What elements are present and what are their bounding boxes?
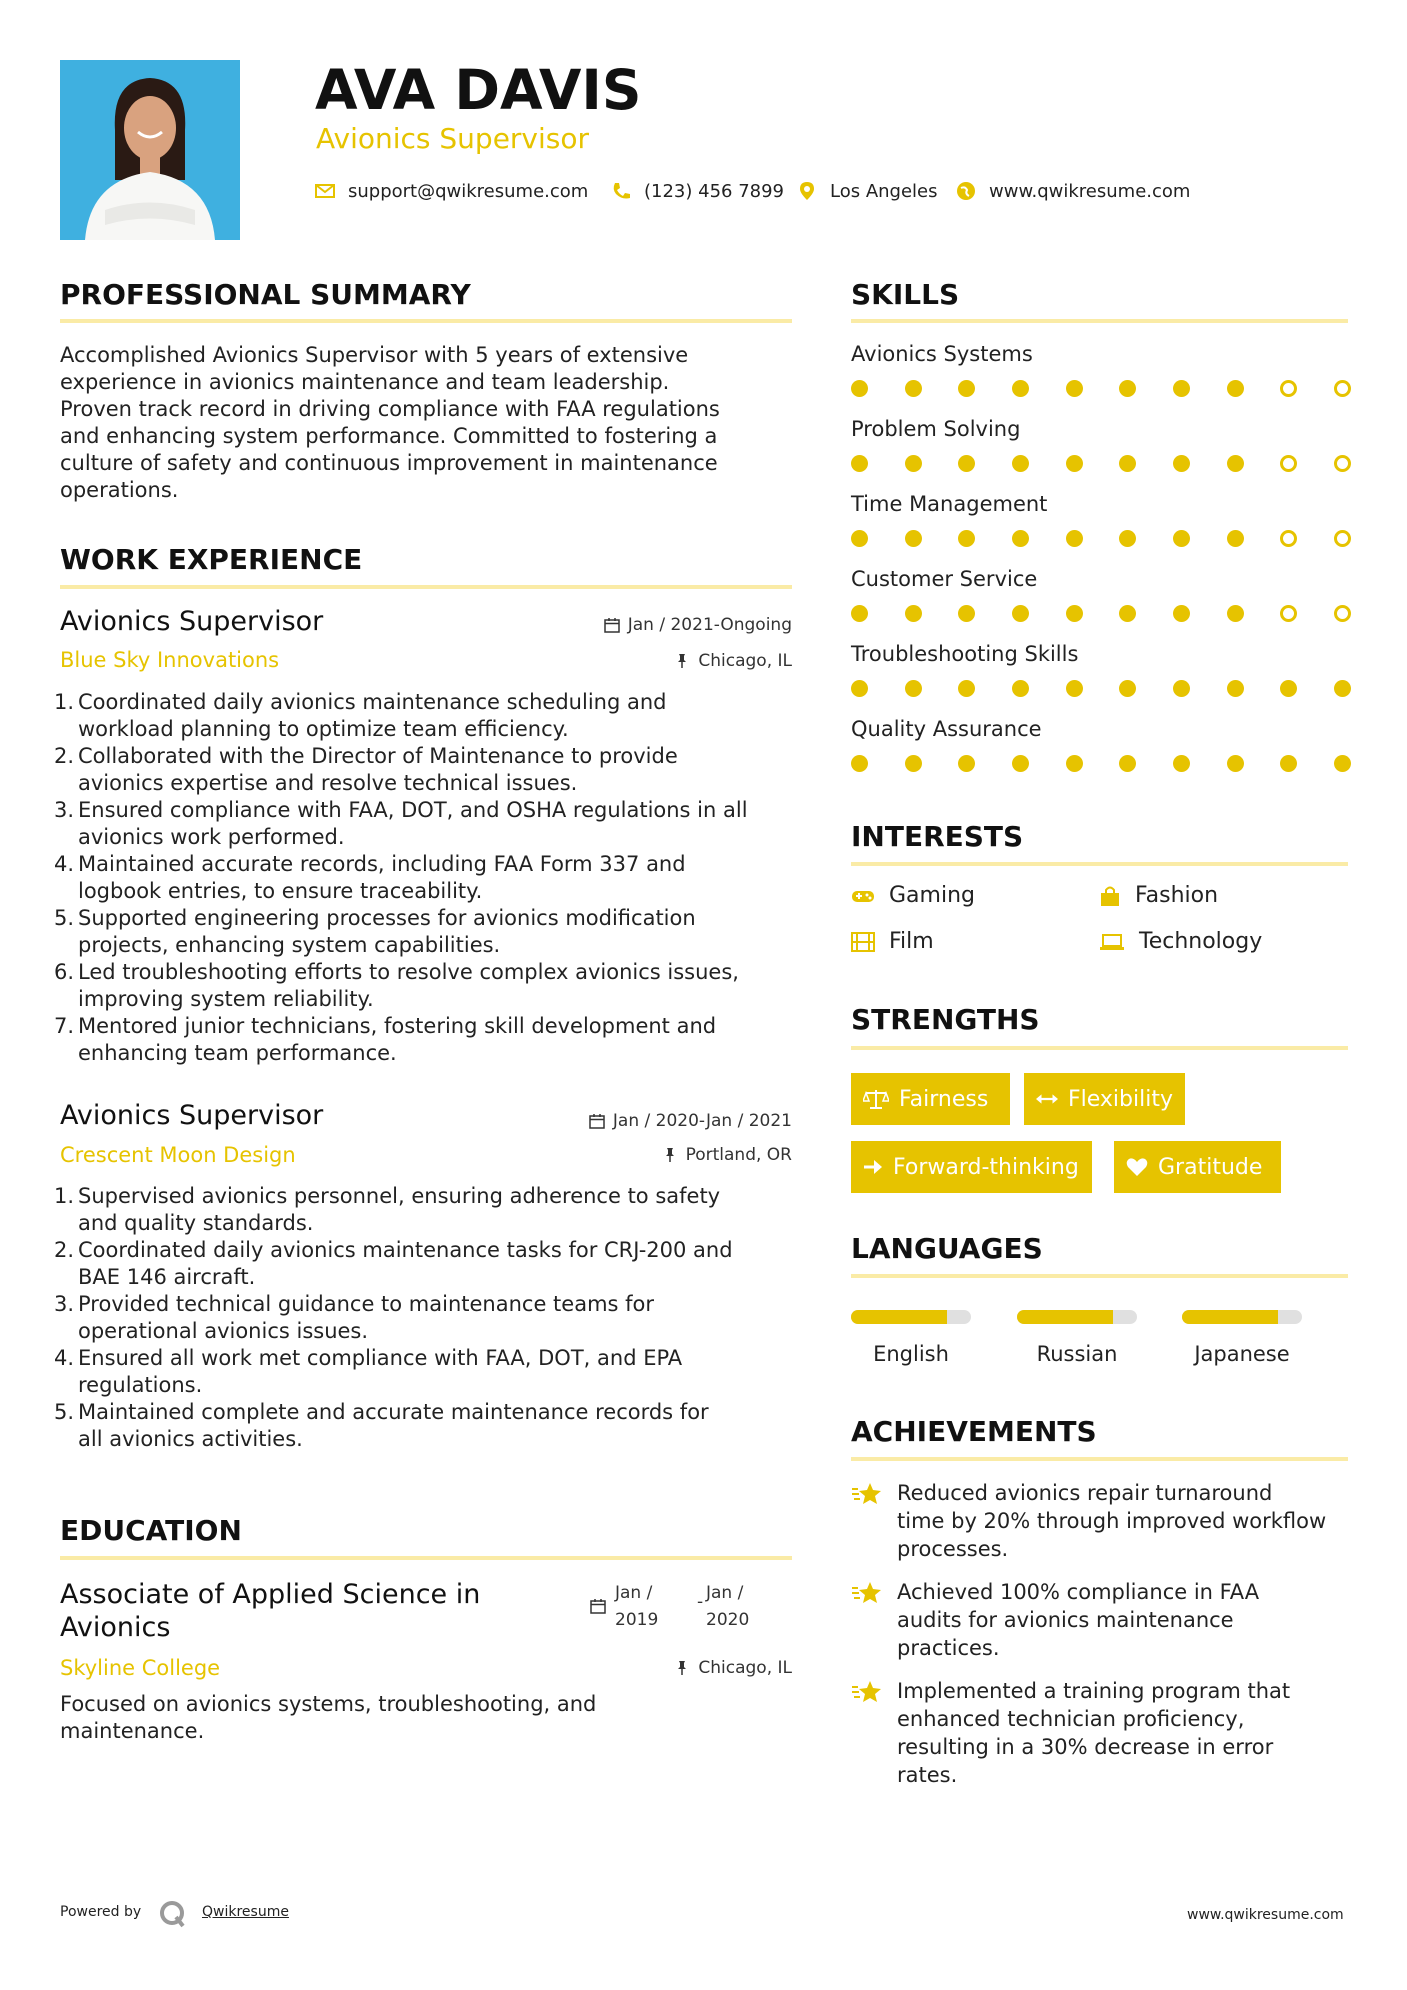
qwikresume-logo-icon xyxy=(158,1899,188,1929)
rating-dot-filled xyxy=(1227,530,1244,547)
rating-dot-filled xyxy=(851,530,868,547)
education-description: Focused on avionics systems, troubleshooting, and maintenance. xyxy=(60,1692,597,1743)
language-level-fill xyxy=(1182,1310,1278,1324)
skill-rating xyxy=(851,455,1351,472)
job-2-location: Portland, OR xyxy=(480,1145,792,1165)
rating-dot-filled xyxy=(1012,605,1029,622)
envelope-icon xyxy=(314,180,336,202)
language-japanese-label: Japanese xyxy=(1194,1342,1290,1366)
rating-dot-filled xyxy=(1119,605,1136,622)
job-2-company: Crescent Moon Design xyxy=(60,1143,296,1167)
rating-dot-filled xyxy=(1173,605,1190,622)
job-1-company: Blue Sky Innovations xyxy=(60,648,280,672)
arrow-right-icon xyxy=(863,1158,883,1176)
summary-heading: PROFESSIONAL SUMMARY xyxy=(60,278,471,311)
job-1-responsibilities xyxy=(54,689,800,1067)
rating-dot-filled xyxy=(1066,755,1083,772)
balance-scale-icon xyxy=(863,1088,889,1110)
rating-dot-empty xyxy=(1280,605,1297,622)
footer-website[interactable]: www.qwikresume.com xyxy=(1187,1907,1344,1923)
language-english-bar xyxy=(851,1310,971,1324)
qwikresume-link[interactable]: Qwikresume xyxy=(202,1904,289,1920)
rating-dot-filled xyxy=(1227,680,1244,697)
rating-dot-filled xyxy=(905,680,922,697)
rating-dot-filled xyxy=(905,605,922,622)
education-location: Chicago, IL xyxy=(480,1658,792,1678)
website-text: www.qwikresume.com xyxy=(989,180,1191,202)
rating-dot-filled xyxy=(958,455,975,472)
rating-dot-empty xyxy=(1280,455,1297,472)
shopping-bag-icon xyxy=(1099,885,1121,907)
rating-dot-filled xyxy=(1227,605,1244,622)
rating-dot-filled xyxy=(851,380,868,397)
skill-name: Time Management xyxy=(851,492,1048,516)
phone-text: (123) 456 7899 xyxy=(644,180,785,202)
rating-dot-filled xyxy=(1012,380,1029,397)
strength-gratitude: Gratitude xyxy=(1114,1141,1281,1193)
email-text: support@qwikresume.com xyxy=(348,180,589,202)
rating-dot-filled xyxy=(1066,380,1083,397)
rating-dot-filled xyxy=(1066,530,1083,547)
list-item: 7. Mentored junior technicians, fostering skill development and enhancing team performance. xyxy=(54,1014,717,1065)
achievements-heading: ACHIEVEMENTS xyxy=(851,1415,1097,1448)
rating-dot-filled xyxy=(1012,680,1029,697)
pin-icon xyxy=(662,1147,678,1163)
location-text: Los Angeles xyxy=(830,180,938,202)
skills-heading: SKILLS xyxy=(851,278,960,311)
rating-dot-filled xyxy=(905,380,922,397)
contact-location xyxy=(796,180,938,202)
calendar-icon xyxy=(604,617,620,633)
language-level-fill xyxy=(851,1310,947,1324)
list-item: 5. Supported engineering processes for avionics modification projects, enhancing system capabilities. xyxy=(54,906,696,957)
arrows-horizontal-icon xyxy=(1036,1092,1058,1106)
laptop-icon xyxy=(1099,933,1125,951)
skill-rating xyxy=(851,380,1351,397)
rating-dot-filled xyxy=(1012,755,1029,772)
contact-website[interactable] xyxy=(955,180,1190,202)
candidate-role: Avionics Supervisor xyxy=(316,122,590,155)
interest-film: Film xyxy=(851,929,934,954)
calendar-icon xyxy=(590,1598,606,1614)
map-pin-icon xyxy=(796,180,818,202)
rating-dot-filled xyxy=(1066,455,1083,472)
interests-divider xyxy=(851,862,1348,866)
star-trophy-icon xyxy=(851,1481,883,1507)
list-item: 1. Coordinated daily avionics maintenance scheduling and workload planning to optimize team efficiency. xyxy=(54,690,667,741)
skill-rating xyxy=(851,530,1351,547)
summary-text: Accomplished Avionics Supervisor with 5 years of extensive experience in avionics maintenance and team leadership. Proven track record in driving compliance with FAA regulations and enhancing system performance. Committed to fostering a culture of safety and continuous improvement in maintenance operations. xyxy=(60,343,720,502)
rating-dot-filled xyxy=(958,605,975,622)
powered-by-label: Powered by xyxy=(60,1904,142,1920)
phone-icon xyxy=(610,180,632,202)
list-item: 4. Maintained accurate records, including FAA Form 337 and logbook entries, to ensure traceability. xyxy=(54,852,686,903)
job-1-location: Chicago, IL xyxy=(480,651,792,671)
skill-rating xyxy=(851,755,1351,772)
profile-photo xyxy=(60,60,240,240)
list-item: 5. Maintained complete and accurate maintenance records for all avionics activities. xyxy=(54,1400,709,1451)
languages-heading: LANGUAGES xyxy=(851,1232,1043,1265)
language-russian-label: Russian xyxy=(1036,1342,1118,1366)
skill-name: Avionics Systems xyxy=(851,342,1033,366)
summary-divider xyxy=(60,319,792,323)
rating-dot-filled xyxy=(851,755,868,772)
achievements-divider xyxy=(851,1457,1348,1461)
star-trophy-icon xyxy=(851,1580,883,1606)
skills-divider xyxy=(851,319,1348,323)
job-2-responsibilities xyxy=(54,1183,800,1453)
rating-dot-filled xyxy=(958,380,975,397)
rating-dot-empty xyxy=(1334,380,1351,397)
rating-dot-filled xyxy=(1066,605,1083,622)
rating-dot-filled xyxy=(1173,380,1190,397)
interest-gaming: Gaming xyxy=(851,883,975,908)
strength-flexibility: Flexibility xyxy=(1024,1073,1185,1125)
language-japanese-bar xyxy=(1182,1310,1302,1324)
job-1-title: Avionics Supervisor xyxy=(60,606,324,637)
list-item: 2. Collaborated with the Director of Maintenance to provide avionics expertise and resolve technical issues. xyxy=(54,744,678,795)
strengths-heading: STRENGTHS xyxy=(851,1003,1040,1036)
rating-dot-filled xyxy=(1280,680,1297,697)
rating-dot-filled xyxy=(1173,455,1190,472)
candidate-name: AVA DAVIS xyxy=(315,58,642,122)
contact-phone[interactable] xyxy=(610,180,784,202)
rating-dot-filled xyxy=(1173,680,1190,697)
skill-rating xyxy=(851,680,1351,697)
star-trophy-icon xyxy=(851,1679,883,1705)
education-date-dash: - xyxy=(697,1592,704,1612)
pin-icon xyxy=(674,653,690,669)
calendar-icon xyxy=(589,1113,605,1129)
interests-heading: INTERESTS xyxy=(851,820,1024,853)
rating-dot-filled xyxy=(1119,455,1136,472)
achievement-item: Achieved 100% compliance in FAA audits for avionics maintenance practices. xyxy=(851,1578,1351,1662)
job-1-date: Jan / 2021-Ongoing xyxy=(480,615,792,635)
rating-dot-filled xyxy=(1227,455,1244,472)
rating-dot-filled xyxy=(1227,755,1244,772)
gamepad-icon xyxy=(851,887,875,905)
skill-name: Problem Solving xyxy=(851,417,1021,441)
rating-dot-filled xyxy=(905,530,922,547)
interest-technology: Technology xyxy=(1099,929,1262,954)
education-end-date: Jan / 2020 xyxy=(706,1583,750,1630)
rating-dot-filled xyxy=(1119,755,1136,772)
education-degree: Associate of Applied Science in Avionics xyxy=(60,1579,481,1643)
list-item: 3. Ensured compliance with FAA, DOT, and OSHA regulations in all avionics work performed. xyxy=(54,798,748,849)
rating-dot-filled xyxy=(1066,680,1083,697)
rating-dot-filled xyxy=(905,755,922,772)
education-start-date: Jan / 2019 xyxy=(615,1583,659,1630)
heart-icon xyxy=(1126,1157,1148,1177)
rating-dot-filled xyxy=(1012,530,1029,547)
skill-name: Troubleshooting Skills xyxy=(851,642,1079,666)
strengths-divider xyxy=(851,1046,1348,1050)
pin-icon xyxy=(674,1660,690,1676)
strength-forward-thinking: Forward-thinking xyxy=(851,1141,1092,1193)
list-item: 2. Coordinated daily avionics maintenance tasks for CRJ-200 and BAE 146 aircraft. xyxy=(54,1238,733,1289)
rating-dot-filled xyxy=(1119,380,1136,397)
skill-name: Customer Service xyxy=(851,567,1038,591)
rating-dot-filled xyxy=(1280,755,1297,772)
rating-dot-filled xyxy=(851,455,868,472)
film-icon xyxy=(851,932,875,952)
skill-name: Quality Assurance xyxy=(851,717,1042,741)
rating-dot-filled xyxy=(1119,680,1136,697)
experience-divider xyxy=(60,585,792,589)
rating-dot-filled xyxy=(958,680,975,697)
rating-dot-filled xyxy=(851,680,868,697)
skill-rating xyxy=(851,605,1351,622)
rating-dot-empty xyxy=(1334,455,1351,472)
education-school: Skyline College xyxy=(60,1656,221,1680)
strength-fairness: Fairness xyxy=(851,1073,1010,1125)
rating-dot-filled xyxy=(1334,755,1351,772)
languages-divider xyxy=(851,1274,1348,1278)
job-2-date: Jan / 2020-Jan / 2021 xyxy=(480,1111,792,1131)
experience-heading: WORK EXPERIENCE xyxy=(60,543,363,576)
rating-dot-empty xyxy=(1334,530,1351,547)
rating-dot-empty xyxy=(1280,530,1297,547)
globe-icon xyxy=(955,180,977,202)
achievement-item: Implemented a training program that enhanced technician proficiency, resulting in a 30% decrease in error rates. xyxy=(851,1677,1351,1789)
achievement-item: Reduced avionics repair turnaround time by 20% through improved workflow processes. xyxy=(851,1479,1351,1563)
list-item: 4. Ensured all work met compliance with FAA, DOT, and EPA regulations. xyxy=(54,1346,683,1397)
contact-email[interactable] xyxy=(314,180,588,202)
language-russian-bar xyxy=(1017,1310,1137,1324)
rating-dot-empty xyxy=(1280,380,1297,397)
list-item: 3. Provided technical guidance to maintenance teams for operational avionics issues. xyxy=(54,1292,655,1343)
education-divider xyxy=(60,1556,792,1560)
language-english-label: English xyxy=(873,1342,949,1366)
rating-dot-filled xyxy=(1227,380,1244,397)
rating-dot-filled xyxy=(1334,680,1351,697)
rating-dot-filled xyxy=(1119,530,1136,547)
rating-dot-filled xyxy=(958,755,975,772)
list-item: 6. Led troubleshooting efforts to resolve complex avionics issues, improving system reliability. xyxy=(54,960,739,1011)
rating-dot-filled xyxy=(905,455,922,472)
language-level-fill xyxy=(1017,1310,1113,1324)
rating-dot-filled xyxy=(1173,755,1190,772)
interest-fashion: Fashion xyxy=(1099,883,1218,908)
job-2-title: Avionics Supervisor xyxy=(60,1100,324,1131)
rating-dot-filled xyxy=(1173,530,1190,547)
rating-dot-filled xyxy=(958,530,975,547)
rating-dot-filled xyxy=(1012,455,1029,472)
education-heading: EDUCATION xyxy=(60,1514,242,1547)
list-item: 1. Supervised avionics personnel, ensuring adherence to safety and quality standards. xyxy=(54,1184,721,1235)
rating-dot-filled xyxy=(851,605,868,622)
rating-dot-empty xyxy=(1334,605,1351,622)
